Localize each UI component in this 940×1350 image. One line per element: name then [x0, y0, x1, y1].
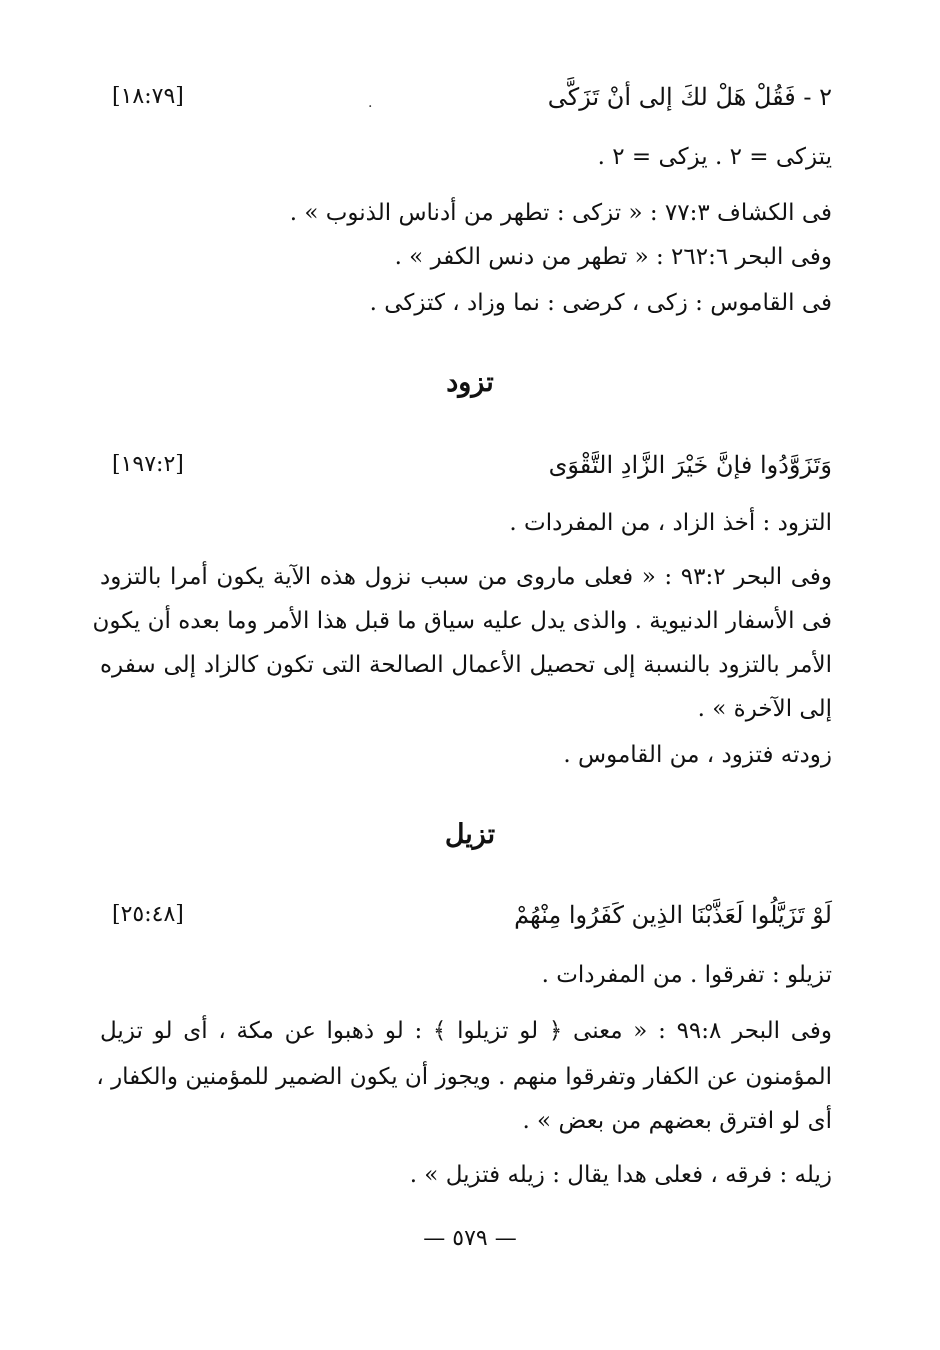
verse-reference: [١٩٧:٢]	[112, 452, 184, 477]
text-line: الأمر بالتزود بالنسبة إلى تحصيل الأعمال الصالحة التى تكون كالزاد إلى سفره	[100, 652, 832, 678]
verse-line: ٢ - فَقُلْ هَلْ لكَ إلى أنْ تَزَكَّى	[547, 83, 832, 111]
text-line: وفى البحر ٩٩:٨ : « معنى ﴿ لو تزيلوا ﴾ : لو ذهبوا عن مكة ، أى لو تزيل	[100, 1018, 832, 1044]
text-line: إلى الآخرة » .	[697, 696, 832, 722]
verse-reference: [١٨:٧٩]	[112, 84, 184, 109]
page-number: — ٥٧٩ —	[423, 1226, 517, 1251]
text-line: زودته فتزود ، من القاموس .	[563, 742, 832, 768]
text-line: أى لو افترق بعضهم من بعض » .	[522, 1108, 832, 1134]
text-line: فى القاموس : زكى ، كرضى : نما وزاد ، كتزكى .	[369, 290, 832, 316]
stray-dot: .	[368, 95, 373, 111]
text-line: المؤمنون عن الكفار وتفرقوا منهم . ويجوز أن يكون الضمير للمؤمنين والكفار ،	[96, 1064, 832, 1090]
section-heading: تزود	[446, 367, 494, 398]
text-line: التزود : أخذ الزاد ، من المفردات .	[509, 510, 832, 536]
text-line: تزيلو : تفرقوا . من المفردات .	[541, 962, 832, 988]
text-line: وفى البحر ٢٦٢:٦ : « تطهر من دنس الكفر » .	[394, 244, 832, 270]
verse-line: وَتَزَوَّدُوا فإنَّ خَيْرَ الزَّادِ التَّقْوَى	[548, 451, 832, 479]
verse-reference: [٢٥:٤٨]	[112, 902, 184, 927]
section-heading: تزيل	[444, 819, 496, 850]
text-line: وفى البحر ٩٣:٢ : « فعلى ماروى من سبب نزول هذه الآية يكون أمرا بالتزود	[100, 564, 832, 590]
text-line: فى الكشاف ٧٧:٣ : « تزكى : تطهر من أدناس الذنوب » .	[289, 200, 832, 226]
text-line: زيله : فرقه ، فعلى هدا يقال : زيله فتزيل » .	[409, 1162, 832, 1188]
text-line: يتزكى = ٢ . يزكى = ٢ .	[597, 144, 832, 170]
text-line: فى الأسفار الدنيوية . والذى يدل عليه سياق ما قبل هذا الأمر وما بعده أن يكون	[92, 608, 832, 634]
verse-line: لَوْ تَزَيَّلُوا لَعَذَّبْنَا الذِين كَفَرُوا مِنْهُمْ	[514, 901, 832, 929]
